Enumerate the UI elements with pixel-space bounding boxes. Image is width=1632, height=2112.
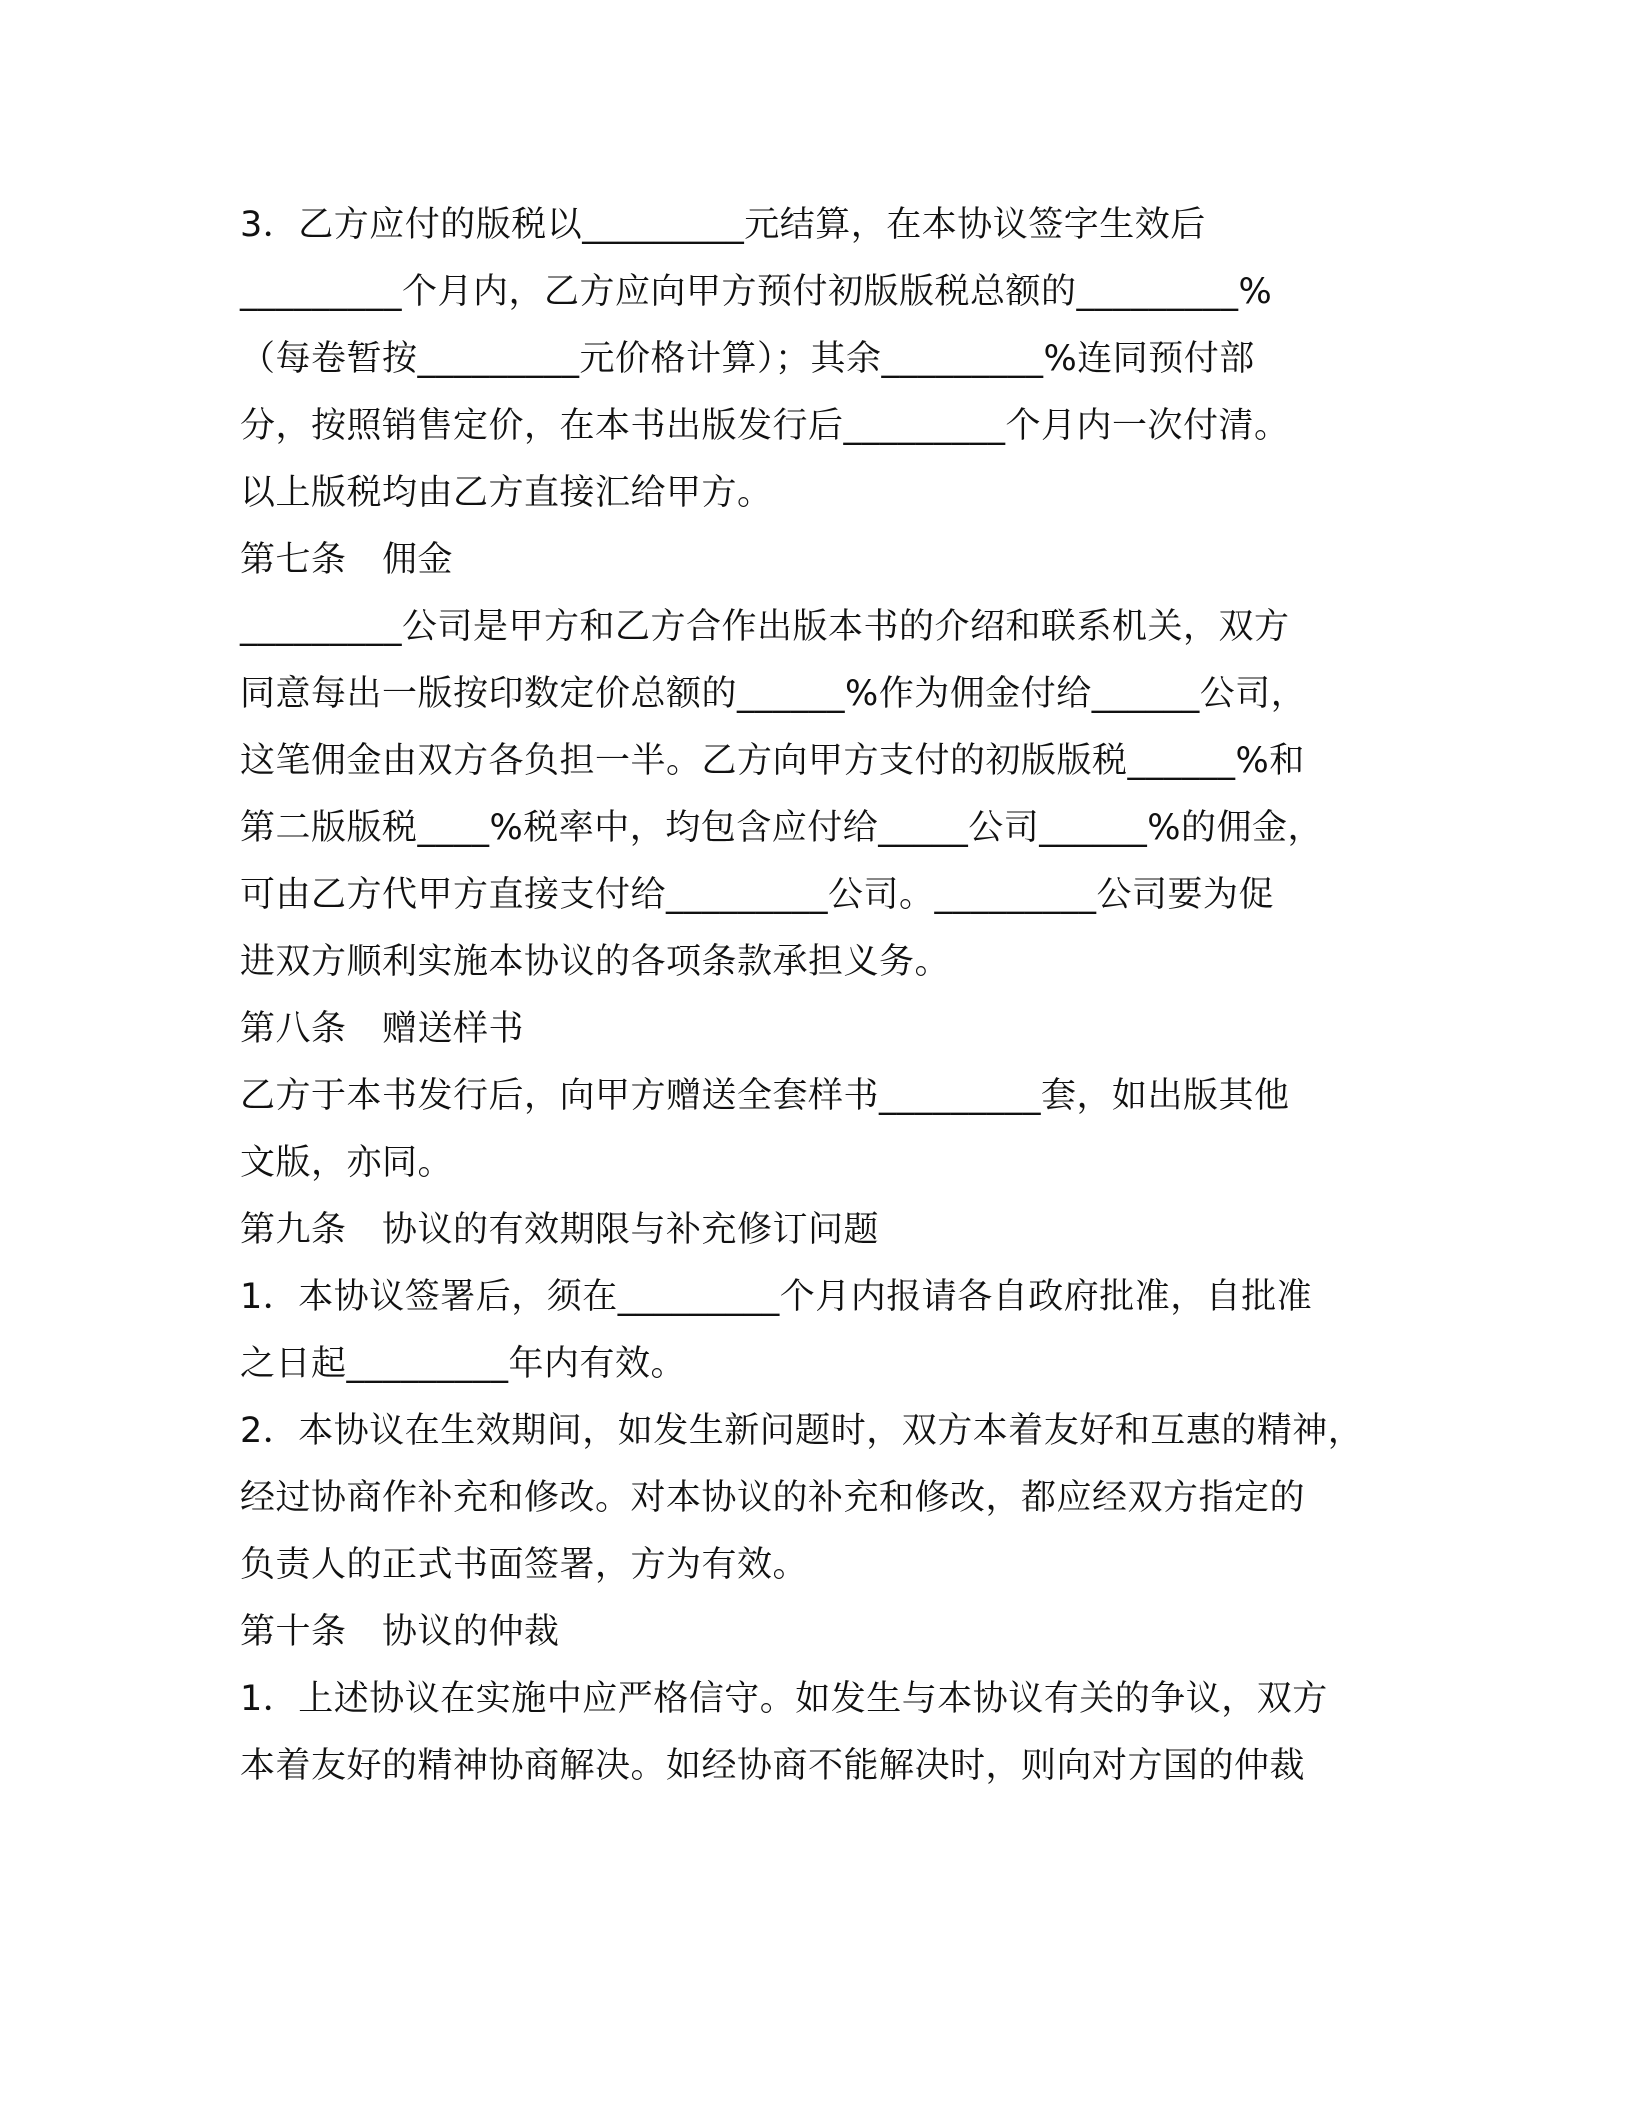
text-line-15: 文版，亦同。 — [240, 1143, 454, 1183]
text-line-4: 分，按照销售定价，在本书出版发行后_________个月内一次付清。 — [240, 406, 1290, 446]
text-line-18: 之日起_________年内有效。 — [240, 1344, 687, 1384]
text-line-20: 经过协商作补充和修改。对本协议的补充和修改，都应经双方指定的 — [240, 1478, 1306, 1518]
text-line-8: 同意每出一版按印数定价总额的______%作为佣金付给______公司， — [240, 674, 1307, 714]
article-9-heading: 第九条 协议的有效期限与补充修订问题 — [240, 1210, 880, 1250]
article-8-heading: 第八条 赠送样书 — [240, 1009, 525, 1049]
text-line-3: （每卷暂按_________元价格计算）；其余_________%连同预付部 — [240, 339, 1255, 379]
text-line-19: 2．本协议在生效期间，如发生新问题时，双方本着友好和互惠的精神， — [240, 1411, 1364, 1451]
text-line-23: 1．上述协议在实施中应严格信守。如发生与本协议有关的争议，双方 — [240, 1679, 1328, 1719]
text-line-14: 乙方于本书发行后，向甲方赠送全套样书_________套，如出版其他 — [240, 1076, 1290, 1116]
document-body — [240, 192, 1460, 1800]
text-line-9: 这笔佣金由双方各负担一半。乙方向甲方支付的初版版税______%和 — [240, 741, 1305, 781]
text-line-5: 以上版税均由乙方直接汇给甲方。 — [240, 473, 773, 513]
text-line-21: 负责人的正式书面签署，方为有效。 — [240, 1545, 809, 1585]
text-line-12: 进双方顺利实施本协议的各项条款承担义务。 — [240, 942, 951, 982]
text-line-10: 第二版版税____%税率中，均包含应付给_____公司______%的佣金， — [240, 808, 1324, 848]
article-10-heading: 第十条 协议的仲裁 — [240, 1612, 560, 1652]
text-line-7: _________公司是甲方和乙方合作出版本书的介绍和联系机关，双方 — [240, 607, 1290, 647]
text-line-2: _________个月内，乙方应向甲方预付初版版税总额的_________% — [240, 272, 1273, 312]
text-line-11: 可由乙方代甲方直接支付给_________公司。_________公司要为促 — [240, 875, 1275, 915]
article-7-heading: 第七条 佣金 — [240, 540, 454, 580]
text-line-24: 本着友好的精神协商解决。如经协商不能解决时，则向对方国的仲裁 — [240, 1746, 1306, 1786]
text-line-17: 1．本协议签署后，须在_________个月内报请各自政府批准，自批准 — [240, 1277, 1313, 1317]
text-line-1: 3．乙方应付的版税以_________元结算，在本协议签字生效后 — [240, 205, 1206, 245]
